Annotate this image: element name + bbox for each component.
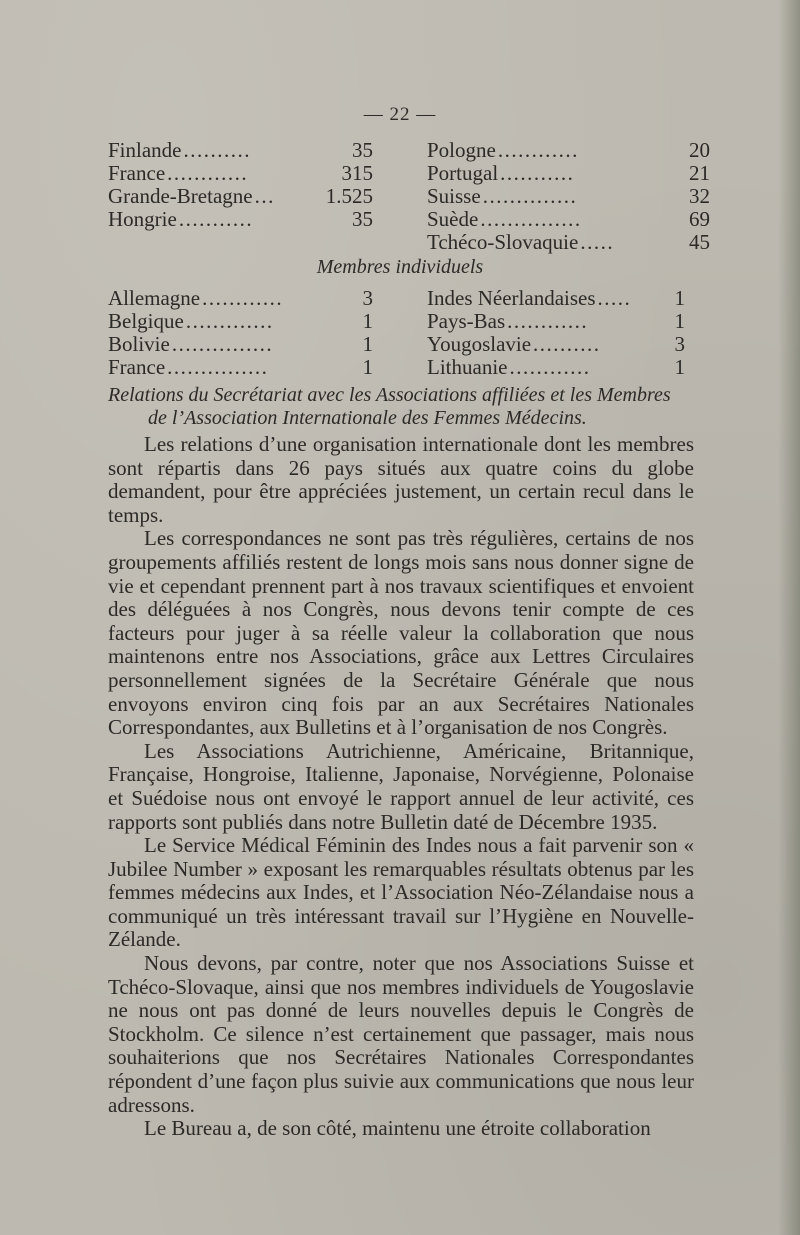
leader-dots: ........... [500,161,575,185]
country-name: Belgique [108,309,184,333]
member-count: 69 [689,207,710,231]
member-count: 35 [352,138,373,162]
table-row [427,138,710,162]
body-text [108,433,694,1141]
leader-dots: .......... [183,138,251,162]
country-name: Allemagne [108,286,201,310]
leader-dots: ............. [185,309,274,333]
section-title [108,384,693,430]
paragraph: Le Bureau a, de son côté, maintenu une étroite collaboration [144,1116,651,1141]
table-row [108,309,373,333]
member-count: 20 [689,138,710,162]
table-row [427,355,685,379]
country-name: France [108,161,166,185]
leader-dots: .............. [482,184,578,208]
leader-dots: ............ [497,138,579,162]
table-row [427,207,710,231]
table-row [108,355,373,379]
member-count: 21 [689,161,710,185]
table-row [427,332,685,356]
member-count: 1 [674,309,685,333]
individual-members-heading: Membres individuels [316,256,484,278]
leader-dots: ..... [580,230,615,254]
paragraph: Les correspondances ne sont pas très régulières, certains de nos groupements affiliés restent de longs mois sans nous donner signe de vie et cependant prennent part à nos travaux scientifiques et envoient des déléguées à nos Congrès, nous devons tenir compte de ces facteurs pour juger à sa réelle valeur la collaboration que nous maintenons entre nos Associations, grâce aux Lettres Circulaires personnellement signées de la Secrétaire Générale que nous envoyons environ cinq fois par an aux Secrétaires Nationales Correspondantes, aux Bulletins et à l’organisation de nos Congrès. [108,526,694,740]
leader-dots: ..... [597,286,632,310]
table-row [108,184,373,208]
paragraph: Nous devons, par contre, noter que nos Associations Suisse et Tchéco-Slovaque, ainsi que nos membres individuels de Yougoslavie ne nous ont pas donné de leurs nouvelles depuis le Congrès de Stockholm. Ce silence n’est certainement que passager, mais nous souhaiterions que nos Secrétaires Nationales Correspondantes répondent d’une façon plus suivie aux communications que nous leur adressons. [108,951,694,1117]
page-edge-shadow [778,0,800,1235]
country-name: Portugal [427,161,499,185]
country-name: Hongrie [108,207,177,231]
paragraph: Les relations d’une organisation internationale dont les membres sont répartis dans 26 pays situés aux quatre coins du globe demandent, pour être appréciées justement, un certain recul dans le temps. [108,432,694,527]
table-row [108,161,373,185]
member-count: 3 [674,332,685,356]
member-count: 1 [362,332,373,356]
section-title-line: Relations du Secrétariat avec les Associations affiliées et les Membres [108,384,671,406]
country-name: Suède [427,207,479,231]
table-row [427,230,710,254]
table-row [427,309,685,333]
member-count: 1 [674,286,685,310]
table-row [427,161,710,185]
country-name: Yougoslavie [427,332,532,356]
table-row [108,286,373,310]
member-count: 1.525 [325,184,373,208]
country-name: Grande-Bretagne [108,184,253,208]
member-count: 32 [689,184,710,208]
leader-dots: ............ [509,355,591,379]
leader-dots: ............ [167,161,249,185]
leader-dots: ........... [178,207,254,231]
country-name: Lithuanie [427,355,508,379]
country-name: Bolivie [108,332,170,356]
member-count: 3 [362,286,373,310]
leader-dots: ............... [480,207,582,231]
section-title-line: de l’Association Internationale des Femmes Médecins. [148,407,587,429]
member-count: 45 [689,230,710,254]
leader-dots: ............... [167,355,269,379]
leader-dots: .......... [533,332,601,356]
member-count: 1 [362,355,373,379]
country-name: Suisse [427,184,481,208]
table-row [427,286,685,310]
table-row [108,207,373,231]
paragraph: Les Associations Autrichienne, Américaine, Britannique, Française, Hongroise, Italienne, Japonaise, Norvégienne, Polonaise et Suédoise nous ont envoyé le rapport annuel de leur activité, ces rapports sont publiés dans notre Bulletin daté de Décembre 1935. [108,738,694,834]
member-count: 1 [674,355,685,379]
leader-dots: ............ [507,309,589,333]
country-name: France [108,355,166,379]
country-name: Indes Néerlandaises [427,286,596,310]
member-count: 1 [362,309,373,333]
leader-dots: ............... [171,332,274,356]
country-name: Pologne [427,138,496,162]
leader-dots: ... [254,184,275,208]
member-count: 315 [341,161,373,185]
member-count: 35 [352,207,373,231]
table-row [108,332,373,356]
page-number: — 22 — [363,104,437,125]
table-row [427,184,710,208]
country-name: Finlande [108,138,182,162]
country-name: Pays-Bas [427,309,506,333]
table-row [108,138,373,162]
leader-dots: ............ [202,286,284,310]
country-name: Tchéco-Slovaquie [427,230,579,254]
paragraph: Le Service Médical Féminin des Indes nous a fait parvenir son « Jubilee Number » exposant les remarquables résultats obtenus par les femmes médecins aux Indes, et l’Association Néo-Zélandaise nous a communiqué un très intéressant travail sur l’Hygiène en Nouvelle-Zélande. [108,833,694,952]
